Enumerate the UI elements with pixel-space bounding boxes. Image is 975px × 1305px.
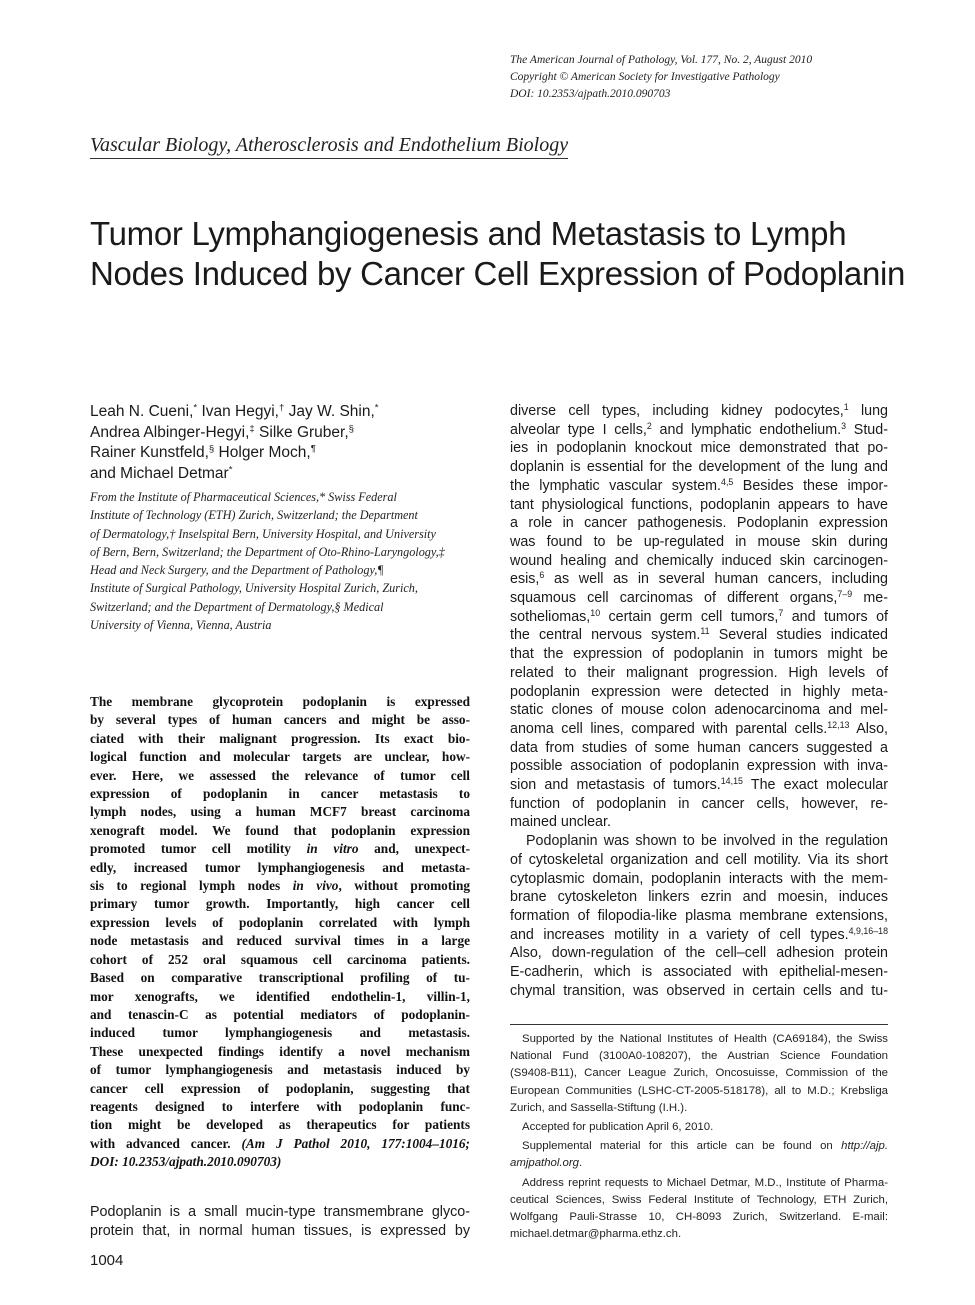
reference-mark: 11 xyxy=(700,626,710,637)
reference-mark: 10 xyxy=(590,607,601,618)
body-line: doplanin is essential for the development of the lung and xyxy=(510,459,888,476)
abstract xyxy=(90,693,470,1172)
affiliation-mark: * xyxy=(193,402,198,414)
abstract-line: ciated with their malignant progression. Its exact bio- xyxy=(90,730,470,746)
abstract-line: Based on comparative transcriptional profiling of tu- xyxy=(90,970,470,986)
body-line: Podoplanin is a small mucin-type transmembrane glyco- xyxy=(90,1204,470,1220)
doi-line: DOI: 10.2353/ajpath.2010.090703 xyxy=(510,88,671,100)
abstract-text: promoted tumor cell motility xyxy=(90,841,307,857)
affiliation-line: University of Vienna, Vienna, Austria xyxy=(90,618,272,633)
title-line: Nodes Induced by Cancer Cell Expression of Podoplanin xyxy=(90,255,906,292)
body-line xyxy=(510,477,888,496)
abstract-line: node metastasis and reduced survival times in a large xyxy=(90,933,470,949)
body-line: podoplanin expression were detected in highly meta- xyxy=(510,683,888,700)
abstract-line: cancer cell expression of podoplanin, suggesting that xyxy=(90,1080,470,1096)
footnote-line xyxy=(510,1155,888,1172)
emphasis-in-vivo: in vivo xyxy=(292,878,339,894)
body-text: as well as in several human cancers, including xyxy=(544,571,888,588)
affiliation-line: Switzerland; and the Department of Dermatology,§ Medical xyxy=(90,599,384,614)
body-line: Also, down-regulation of the cell–cell adhesion protein xyxy=(510,945,888,962)
footnote-line: Address reprint requests to Michael Detmar, M.D., Institute of Pharma- xyxy=(522,1176,888,1189)
title-line: Tumor Lymphangiogenesis and Metastasis to Lymph xyxy=(90,215,847,252)
journal-citation-header xyxy=(510,52,930,103)
reprint-footnote xyxy=(510,1175,888,1244)
abstract-line: by several types of human cancers and might be asso- xyxy=(90,712,470,728)
abstract-line: expression of podoplanin in cancer metastasis to xyxy=(90,786,470,802)
body-line xyxy=(510,926,888,945)
body-line: a role in cancer pathogenesis. Podoplanin expression xyxy=(510,515,888,532)
footnotes xyxy=(510,1031,888,1245)
body-text: esis, xyxy=(510,571,540,588)
body-text: certain germ cell tumors, xyxy=(600,608,779,625)
body-text: the central nervous system. xyxy=(510,627,701,644)
author-name: Leah N. Cueni, xyxy=(90,403,194,420)
reference-mark: 4,5 xyxy=(721,476,734,487)
body-text: Several studies indicated xyxy=(709,627,888,644)
body-line xyxy=(510,589,888,608)
author-name: Holger Moch, xyxy=(214,444,311,461)
body-line xyxy=(510,570,888,589)
affiliation-mark: * xyxy=(228,464,233,476)
body-line: that the expression of podoplanin in tumors might be xyxy=(510,646,888,663)
affiliation-mark: § xyxy=(348,423,354,435)
abstract-line: cohort of 252 oral squamous cell carcinoma patients. xyxy=(90,951,470,967)
body-text: the lymphatic vascular system. xyxy=(510,477,722,494)
reference-mark: 4,9,16–18 xyxy=(848,925,888,936)
body-line: related to their malignant progression. High levels of xyxy=(510,664,888,681)
copyright-line: Copyright © American Society for Investigative Pathology xyxy=(510,71,780,83)
author-line xyxy=(90,443,480,464)
body-line: tant physiological functions, podoplanin appears to have xyxy=(510,496,888,513)
footnote-divider xyxy=(510,1024,888,1025)
body-line: function of podoplanin in cancer cells, however, re- xyxy=(510,795,888,812)
body-text: Also, xyxy=(849,720,888,737)
abstract-line: The membrane glycoprotein podoplanin is expressed xyxy=(90,694,470,709)
journal-citation-line: The American Journal of Pathology, Vol. 177, No. 2, August 2010 xyxy=(510,54,813,66)
supplemental-link[interactable]: amjpathol.org xyxy=(510,1157,580,1170)
affiliation-line: From the Institute of Pharmaceutical Sciences,* Swiss Federal xyxy=(90,490,397,504)
affiliation-line: Head and Neck Surgery, and the Department of Pathology,¶ xyxy=(90,563,384,578)
body-line: Podoplanin was shown to be involved in the regulation xyxy=(526,833,888,850)
body-line: protein that, in normal human tissues, is expressed by xyxy=(90,1222,470,1239)
footnote-email-line[interactable]: michael.detmar@pharma.ethz.ch. xyxy=(510,1228,682,1241)
author-line xyxy=(90,423,480,444)
affiliation-mark: ‡ xyxy=(249,423,255,435)
citation-text: (Am J Pathol 2010, 177:1004–1016; xyxy=(230,1135,470,1151)
abstract-line: expression levels of podoplanin correlated with lymph xyxy=(90,914,470,930)
body-text: me- xyxy=(852,590,888,607)
affiliation-line: of Dermatology,† Inselspital Bern, University Hospital, and University xyxy=(90,526,436,541)
reference-mark: 1 xyxy=(843,402,849,413)
abstract-line: xenograft model. We found that podoplanin expression xyxy=(90,822,470,838)
abstract-line: and tenascin-C as potential mediators of podoplanin- xyxy=(90,1006,470,1022)
body-text: and lymphatic endothelium. xyxy=(651,421,842,438)
abstract-text: and, unexpect- xyxy=(358,841,471,857)
footnote-line: ceutical Sciences, Swiss Federal Institute of Technology, ETH Zurich, xyxy=(510,1193,888,1206)
body-text: and tumors of xyxy=(783,608,888,625)
body-text: lung xyxy=(848,403,888,419)
body-line: formation of filopodia-like plasma membrane extensions, xyxy=(510,907,888,924)
footnote-text: Supplemental material for this article can be found on xyxy=(522,1140,842,1153)
body-text: alveolar type I cells, xyxy=(510,421,647,438)
abstract-line xyxy=(90,877,470,895)
author-list xyxy=(90,402,480,484)
supplemental-footnote xyxy=(510,1138,888,1172)
reference-mark: 7–9 xyxy=(837,589,853,600)
emphasis-in-vitro: in vitro xyxy=(306,841,359,857)
body-text: sotheliomas, xyxy=(510,608,591,625)
reference-mark: 14,15 xyxy=(720,776,743,787)
supplemental-link[interactable]: http://ajp. xyxy=(841,1140,888,1153)
abstract-line: These unexpected findings identify a novel mechanism xyxy=(90,1043,470,1059)
body-line: static clones of mouse colon adenocarcinoma and mel- xyxy=(510,702,888,719)
author-line xyxy=(90,464,480,485)
footnote-line: Supported by the National Institutes of Health (CA69184), the Swiss xyxy=(522,1033,888,1045)
author-name: Andrea Albinger-Hegyi, xyxy=(90,423,250,441)
body-text: Stud- xyxy=(846,421,888,438)
abstract-line: mor xenografts, we identified endothelin-1, villin-1, xyxy=(90,988,470,1004)
abstract-text: sis to regional lymph nodes xyxy=(90,878,293,894)
body-line: ies in podoplanin knockout mice demonstrated that po- xyxy=(510,440,888,457)
citation-doi: DOI: 10.2353/ajpath.2010.090703) xyxy=(90,1154,282,1170)
body-text: sion and metastasis of tumors. xyxy=(510,777,721,794)
footnote-line: Wolfgang Pauli-Strasse 10, CH-8093 Zurich, Switzerland. E-mail: xyxy=(510,1211,888,1224)
affiliation-line: of Bern, Bern, Switzerland; the Department of Oto-Rhino-Laryngology,‡ xyxy=(90,544,445,559)
abstract-line: lymph nodes, using a human MCF7 breast carcinoma xyxy=(90,804,470,820)
footnote-line: Accepted for publication April 6, 2010. xyxy=(522,1121,714,1134)
body-line: brane cytoskeleton linkers ezrin and moesin, induces xyxy=(510,889,888,906)
abstract-line: primary tumor growth. Importantly, high cancer cell xyxy=(90,896,470,912)
abstract-line xyxy=(90,1153,470,1171)
article-title xyxy=(90,214,910,294)
reference-mark: 7 xyxy=(778,607,784,618)
page-number: 1004 xyxy=(90,1252,124,1269)
body-line: E-cadherin, which is associated with epithelial-mesen- xyxy=(510,964,888,981)
abstract-text: with advanced cancer. xyxy=(90,1135,231,1151)
footnote-line: National Fund (3100A0-108207), the Austrian Science Foundation xyxy=(510,1050,888,1063)
reference-mark: 2 xyxy=(646,420,652,431)
abstract-line: of tumor lymphangiogenesis and metastasis induced by xyxy=(90,1062,470,1078)
section-heading: Vascular Biology, Atherosclerosis and Endothelium Biology xyxy=(90,132,568,159)
abstract-line: tion might be developed as therapeutics for patients xyxy=(90,1117,470,1133)
author-name: Rainer Kunstfeld, xyxy=(90,444,209,461)
body-line: data from studies of some human cancers suggested a xyxy=(510,739,888,756)
abstract-line xyxy=(90,1135,470,1153)
body-line: cytoplasmic domain, podoplanin interacts with the mem- xyxy=(510,870,888,887)
abstract-line: induced tumor lymphangiogenesis and metastasis. xyxy=(90,1025,470,1041)
affiliations xyxy=(90,488,475,634)
body-text: and increases motility in a variety of cell types. xyxy=(510,926,849,943)
author-name: Silke Gruber, xyxy=(254,423,349,441)
abstract-line: ever. Here, we assessed the relevance of tumor cell xyxy=(90,767,470,783)
affiliation-mark: ¶ xyxy=(310,443,316,455)
body-line xyxy=(510,626,888,645)
abstract-line: logical function and molecular targets are unclear, how- xyxy=(90,749,470,765)
body-line: mained unclear. xyxy=(510,814,611,831)
body-line: was found to be up-regulated in mouse skin during xyxy=(510,533,888,550)
affiliation-line: Institute of Technology (ETH) Zurich, Switzerland; the Department xyxy=(90,508,418,523)
introduction-left-column xyxy=(90,1203,470,1240)
footnote-line: (S9408-B11), Cancer League Zurich, Oncosuisse, Commission of the xyxy=(510,1067,888,1080)
author-line xyxy=(90,402,480,423)
reference-mark: 3 xyxy=(841,420,847,431)
footnote-line xyxy=(510,1138,888,1155)
body-line xyxy=(510,720,888,739)
abstract-line xyxy=(90,840,470,858)
accepted-footnote xyxy=(510,1119,888,1136)
affiliation-mark: † xyxy=(279,402,285,414)
body-line xyxy=(510,608,888,627)
body-line: wound healing and chemically induced skin carcinogen- xyxy=(510,552,888,569)
reference-mark: 12,13 xyxy=(827,720,850,731)
author-name: Ivan Hegyi, xyxy=(197,403,279,420)
body-text: squamous cell carcinomas of different organs, xyxy=(510,590,838,607)
abstract-line: edly, increased tumor lymphangiogenesis and metasta- xyxy=(90,859,470,875)
introduction-right-column xyxy=(510,402,888,1001)
footnote-line: European Communities (LSHC-CT-2005-518178), all to M.D.; Krebsliga xyxy=(510,1084,888,1097)
body-line xyxy=(510,421,888,440)
body-line xyxy=(510,402,888,421)
affiliation-mark: * xyxy=(374,402,379,414)
body-line: possible association of podoplanin expression with inva- xyxy=(510,758,888,775)
abstract-text: , without promoting xyxy=(338,878,470,894)
affiliation-line: Institute of Surgical Pathology, University Hospital Zurich, Zurich, xyxy=(90,581,418,596)
body-line xyxy=(510,776,888,795)
author-name: Jay W. Shin, xyxy=(284,403,375,420)
author-name: and Michael Detmar xyxy=(90,464,229,482)
abstract-line: reagents designed to interfere with podoplanin func- xyxy=(90,1098,470,1114)
affiliation-mark: § xyxy=(208,443,215,455)
body-line: of cytoskeletal organization and cell motility. Via its short xyxy=(510,851,888,868)
body-text: anoma cell lines, compared with parental cells. xyxy=(510,720,828,737)
body-text: The exact molecular xyxy=(742,777,888,794)
body-line: chymal transition, was observed in certain cells and tu- xyxy=(510,982,888,999)
footnote-text: . xyxy=(579,1157,583,1170)
body-text: diverse cell types, including kidney podocytes, xyxy=(510,403,844,419)
funding-footnote xyxy=(510,1031,888,1117)
reference-mark: 6 xyxy=(539,570,545,581)
footnote-line: Zurich, and Sassella-Stiftung (I.H.). xyxy=(510,1101,688,1114)
body-text: Besides these impor- xyxy=(733,477,888,494)
